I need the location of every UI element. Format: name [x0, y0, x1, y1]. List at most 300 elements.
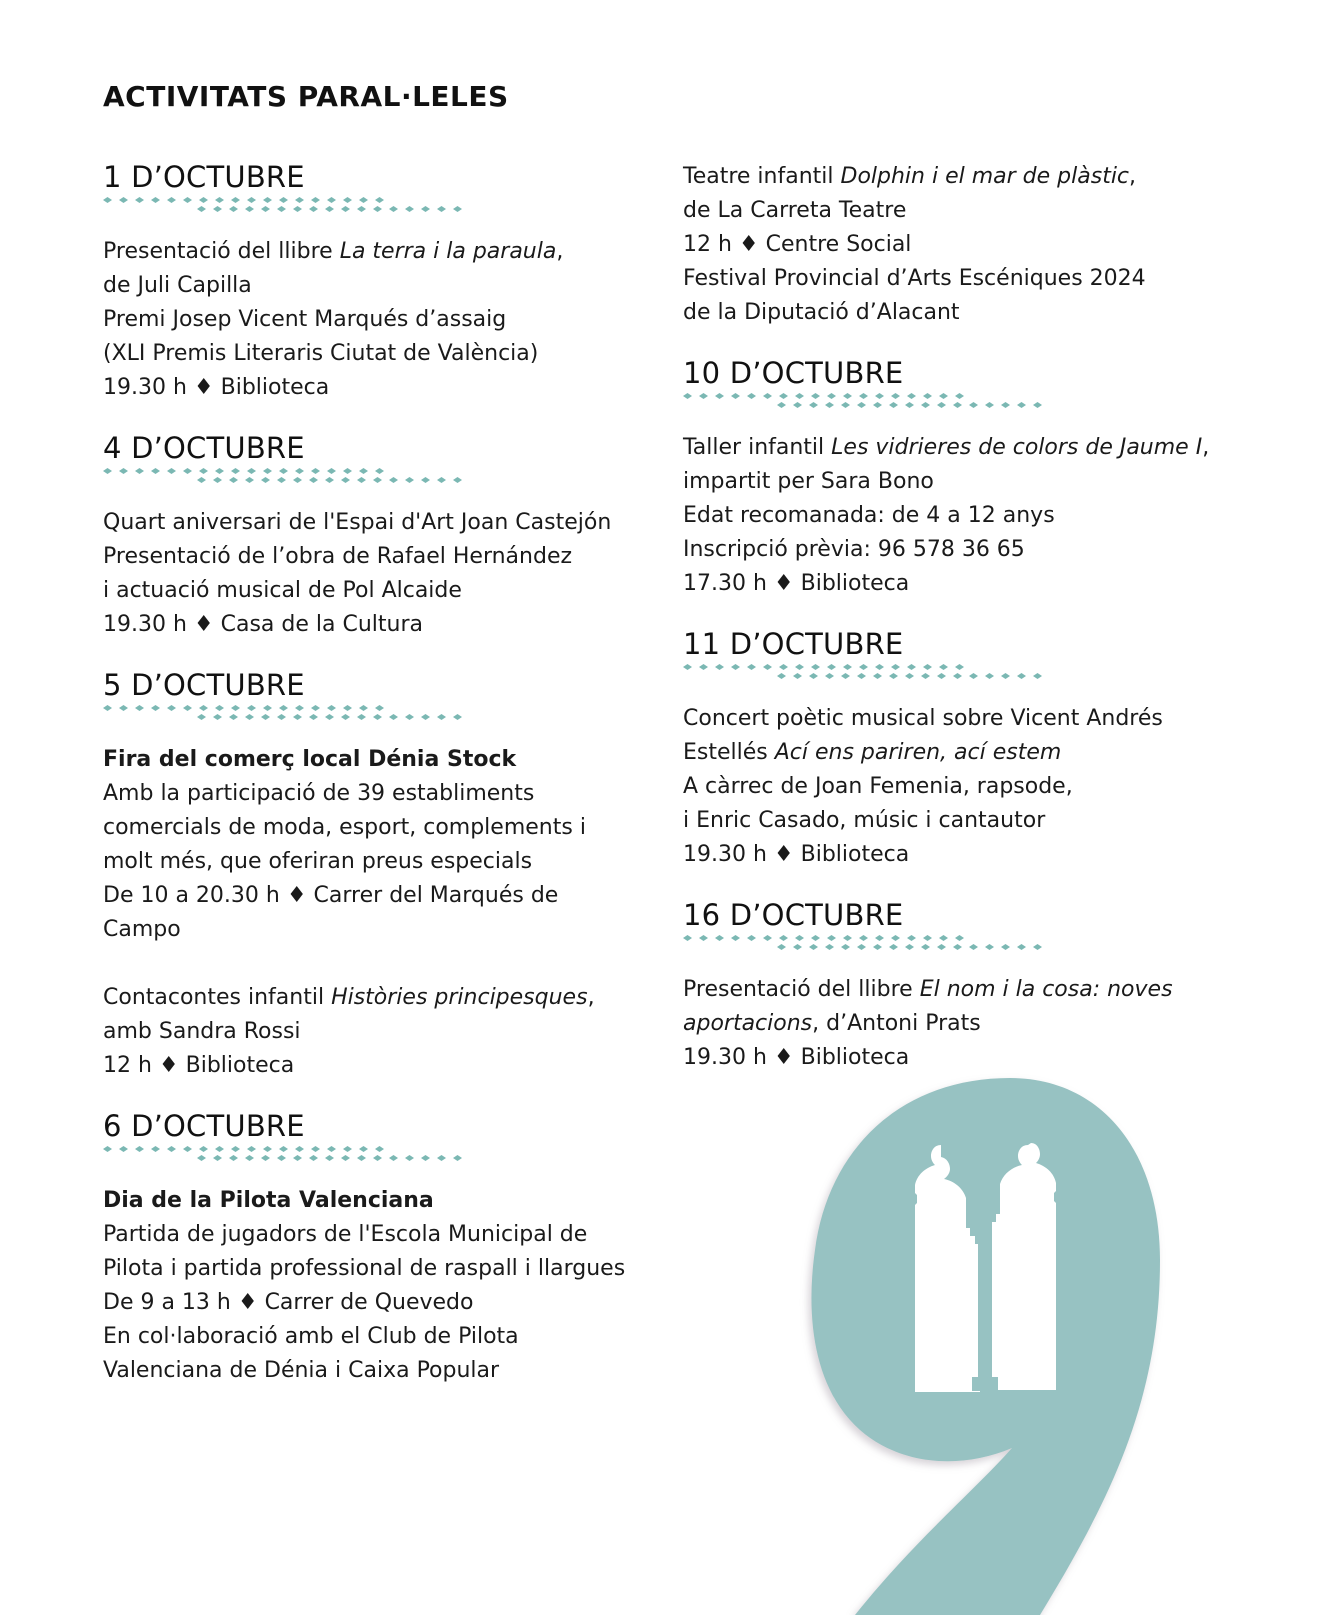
diamond-icon — [247, 468, 256, 474]
diamond-icon — [245, 206, 254, 212]
diamond-divider — [103, 466, 483, 490]
diamond-icon — [373, 477, 382, 483]
diamond-icon — [907, 935, 916, 941]
diamond-icon — [825, 402, 834, 408]
date-heading: 10 D’OCTUBRE — [683, 356, 904, 390]
line-text: 19.30 h ♦ Biblioteca — [103, 375, 330, 400]
diamond-icon — [213, 206, 222, 212]
diamond-icon — [311, 468, 320, 474]
date-section — [103, 1109, 663, 1388]
diamond-icon — [891, 935, 900, 941]
diamond-icon — [777, 944, 786, 950]
diamond-icon — [119, 197, 128, 203]
diamond-icon — [119, 705, 128, 711]
event-item — [683, 973, 1243, 1075]
line-text: Fira del comerç local Dénia Stock — [103, 747, 517, 772]
line-text: Taller infantil — [683, 435, 832, 460]
diamond-icon — [263, 1146, 272, 1152]
diamond-icon — [375, 468, 384, 474]
left-column — [103, 160, 663, 1388]
diamond-icon — [937, 402, 946, 408]
diamond-icon — [955, 393, 964, 399]
line-text: , d’Antoni Prats — [812, 1011, 981, 1036]
line-text: Teatre infantil — [683, 164, 841, 189]
diamond-icon — [843, 935, 852, 941]
diamond-icon — [875, 664, 884, 670]
diamond-icon — [199, 1146, 208, 1152]
diamond-icon — [357, 206, 366, 212]
event-line — [103, 540, 663, 574]
line-text: En col·laboració amb el Club de Pilota — [103, 1324, 519, 1349]
diamond-icon — [341, 714, 350, 720]
diamond-icon — [939, 664, 948, 670]
line-text: 19.30 h ♦ Biblioteca — [683, 1045, 910, 1070]
line-text: 17.30 h ♦ Biblioteca — [683, 571, 910, 596]
event-line — [103, 371, 663, 405]
diamond-icon — [421, 714, 430, 720]
diamond-icon — [809, 944, 818, 950]
line-text: molt més, que oferiran preus especials — [103, 849, 533, 874]
diamond-row — [777, 673, 1042, 679]
diamond-icon — [197, 1155, 206, 1161]
event-item — [683, 160, 1243, 330]
diamond-icon — [309, 714, 318, 720]
diamond-icon — [437, 714, 446, 720]
diamond-icon — [907, 393, 916, 399]
event-line — [683, 431, 1243, 465]
diamond-icon — [437, 206, 446, 212]
diamond-icon — [875, 935, 884, 941]
diamond-icon — [683, 935, 692, 941]
diamond-icon — [875, 393, 884, 399]
diamond-icon — [405, 477, 414, 483]
diamond-icon — [357, 477, 366, 483]
event-line — [683, 736, 1243, 770]
diamond-icon — [263, 705, 272, 711]
diamond-icon — [183, 468, 192, 474]
diamond-icon — [421, 477, 430, 483]
diamond-icon — [119, 1146, 128, 1152]
line-text: de Juli Capilla — [103, 273, 252, 298]
diamond-icon — [811, 393, 820, 399]
diamond-icon — [245, 714, 254, 720]
diamond-icon — [293, 714, 302, 720]
diamond-icon — [231, 1146, 240, 1152]
diamond-icon — [1033, 673, 1042, 679]
line-text: Presentació del llibre — [683, 977, 920, 1002]
diamond-icon — [421, 206, 430, 212]
event-item — [103, 743, 663, 947]
event-line — [683, 533, 1243, 567]
diamond-icon — [939, 393, 948, 399]
diamond-divider — [683, 391, 1063, 415]
event-line — [683, 296, 1243, 330]
diamond-icon — [247, 197, 256, 203]
diamond-divider — [103, 1144, 483, 1168]
line-text: Festival Provincial d’Arts Escéniques 2024 — [683, 266, 1146, 291]
diamond-icon — [811, 664, 820, 670]
diamond-icon — [683, 393, 692, 399]
diamond-icon — [809, 402, 818, 408]
event-line — [103, 845, 663, 879]
diamond-icon — [119, 468, 128, 474]
line-text: de La Carreta Teatre — [683, 198, 907, 223]
diamond-icon — [245, 477, 254, 483]
event-line — [103, 235, 663, 269]
diamond-icon — [405, 714, 414, 720]
diamond-icon — [715, 393, 724, 399]
diamond-row — [103, 197, 384, 203]
event-line — [683, 838, 1243, 872]
diamond-icon — [261, 477, 270, 483]
line-text: Inscripció prèvia: 96 578 36 65 — [683, 537, 1025, 562]
diamond-icon — [389, 477, 398, 483]
line-text: Amb la participació de 39 establiments — [103, 781, 535, 806]
diamond-icon — [779, 935, 788, 941]
diamond-icon — [309, 1155, 318, 1161]
line-text: Partida de jugadors de l'Escola Municipal de — [103, 1222, 588, 1247]
italic-title: El nom i la cosa: noves — [919, 977, 1173, 1002]
date-section — [683, 356, 1243, 601]
event-line — [683, 160, 1243, 194]
diamond-icon — [103, 197, 112, 203]
date-heading: 5 D’OCTUBRE — [103, 668, 305, 702]
line-text: De 10 a 20.30 h ♦ Carrer del Marqués de — [103, 883, 559, 908]
diamond-icon — [375, 197, 384, 203]
line-text: (XLI Premis Literaris Ciutat de València) — [103, 341, 539, 366]
diamond-icon — [199, 468, 208, 474]
line-text: De 9 a 13 h ♦ Carrer de Quevedo — [103, 1290, 474, 1315]
event-line — [683, 1041, 1243, 1075]
line-text: Contacontes infantil — [103, 985, 332, 1010]
diamond-icon — [1017, 944, 1026, 950]
diamond-icon — [199, 197, 208, 203]
diamond-icon — [183, 705, 192, 711]
diamond-icon — [453, 206, 462, 212]
diamond-icon — [859, 393, 868, 399]
italic-title: Les vidrieres de colors de Jaume I — [831, 435, 1203, 460]
diamond-icon — [311, 1146, 320, 1152]
event-line — [103, 1049, 663, 1083]
diamond-icon — [731, 664, 740, 670]
diamond-divider — [103, 195, 483, 219]
diamond-icon — [261, 1155, 270, 1161]
date-section — [683, 160, 1243, 330]
diamond-icon — [1033, 944, 1042, 950]
diamond-icon — [1033, 402, 1042, 408]
line-text: i actuació musical de Pol Alcaide — [103, 578, 462, 603]
diamond-icon — [969, 402, 978, 408]
diamond-icon — [215, 1146, 224, 1152]
line-text: de la Diputació d’Alacant — [683, 300, 960, 325]
date-heading: 16 D’OCTUBRE — [683, 898, 904, 932]
diamond-row — [197, 206, 462, 212]
event-item — [683, 702, 1243, 872]
event-item — [103, 506, 663, 642]
diamond-icon — [1001, 402, 1010, 408]
diamond-icon — [827, 393, 836, 399]
date-heading: 4 D’OCTUBRE — [103, 431, 305, 465]
diamond-icon — [731, 935, 740, 941]
diamond-icon — [953, 944, 962, 950]
diamond-divider — [683, 933, 1063, 957]
diamond-icon — [215, 468, 224, 474]
date-heading: 6 D’OCTUBRE — [103, 1109, 305, 1143]
event-line — [103, 303, 663, 337]
line-text: Edat recomanada: de 4 a 12 anys — [683, 503, 1055, 528]
diamond-icon — [921, 673, 930, 679]
diamond-icon — [955, 664, 964, 670]
event-line — [103, 1015, 663, 1049]
line-text: , — [556, 239, 564, 264]
diamond-icon — [293, 206, 302, 212]
diamond-icon — [731, 393, 740, 399]
event-line — [103, 574, 663, 608]
diamond-row — [103, 705, 384, 711]
event-line — [103, 1354, 663, 1388]
diamond-icon — [873, 944, 882, 950]
event-line — [683, 228, 1243, 262]
line-text: Dia de la Pilota Valenciana — [103, 1188, 434, 1213]
diamond-icon — [325, 206, 334, 212]
diamond-icon — [859, 935, 868, 941]
diamond-icon — [795, 393, 804, 399]
diamond-icon — [939, 935, 948, 941]
diamond-icon — [923, 935, 932, 941]
diamond-icon — [229, 477, 238, 483]
diamond-icon — [167, 468, 176, 474]
diamond-row — [777, 402, 1042, 408]
diamond-icon — [763, 393, 772, 399]
event-line — [103, 337, 663, 371]
event-line — [683, 1007, 1243, 1041]
diamond-icon — [375, 1146, 384, 1152]
diamond-icon — [389, 206, 398, 212]
diamond-icon — [811, 935, 820, 941]
date-section — [103, 160, 663, 405]
diamond-icon — [969, 944, 978, 950]
diamond-icon — [747, 393, 756, 399]
italic-title: aportacions — [683, 1011, 813, 1036]
event-line — [103, 777, 663, 811]
line-text: impartit per Sara Bono — [683, 469, 934, 494]
event-line — [103, 269, 663, 303]
line-text: Quart aniversari de l'Espai d'Art Joan Castejón — [103, 510, 612, 535]
event-line — [683, 702, 1243, 736]
date-section — [103, 431, 663, 642]
italic-title: La terra i la paraula — [339, 239, 557, 264]
diamond-icon — [309, 206, 318, 212]
diamond-icon — [889, 944, 898, 950]
diamond-icon — [373, 206, 382, 212]
diamond-icon — [985, 673, 994, 679]
diamond-row — [683, 935, 964, 941]
diamond-icon — [359, 197, 368, 203]
diamond-icon — [859, 664, 868, 670]
diamond-icon — [889, 402, 898, 408]
event-line — [103, 1184, 663, 1218]
diamond-icon — [857, 402, 866, 408]
event-line — [683, 973, 1243, 1007]
diamond-icon — [923, 393, 932, 399]
diamond-icon — [213, 1155, 222, 1161]
diamond-icon — [311, 705, 320, 711]
diamond-icon — [167, 705, 176, 711]
line-text: Presentació del llibre — [103, 239, 340, 264]
diamond-row — [777, 944, 1042, 950]
event-line — [103, 506, 663, 540]
diamond-icon — [357, 1155, 366, 1161]
event-item — [103, 235, 663, 405]
italic-title: Ací ens pariren, ací estem — [774, 740, 1062, 765]
diamond-icon — [1001, 944, 1010, 950]
diamond-icon — [699, 393, 708, 399]
diamond-icon — [923, 664, 932, 670]
diamond-icon — [841, 944, 850, 950]
diamond-icon — [359, 1146, 368, 1152]
diamond-icon — [873, 673, 882, 679]
diamond-icon — [777, 402, 786, 408]
diamond-icon — [389, 714, 398, 720]
diamond-row — [103, 1146, 384, 1152]
diamond-icon — [843, 393, 852, 399]
diamond-icon — [715, 664, 724, 670]
event-line — [683, 804, 1243, 838]
line-text: , — [1202, 435, 1210, 460]
diamond-icon — [793, 944, 802, 950]
diamond-icon — [907, 664, 916, 670]
diamond-icon — [263, 197, 272, 203]
diamond-icon — [279, 1146, 288, 1152]
diamond-icon — [277, 206, 286, 212]
event-line — [103, 1218, 663, 1252]
diamond-icon — [325, 1155, 334, 1161]
diamond-icon — [793, 402, 802, 408]
line-text: i Enric Casado, músic i cantautor — [683, 808, 1046, 833]
diamond-icon — [891, 664, 900, 670]
diamond-icon — [683, 664, 692, 670]
diamond-icon — [151, 705, 160, 711]
diamond-icon — [279, 468, 288, 474]
event-line — [103, 1286, 663, 1320]
diamond-icon — [151, 468, 160, 474]
diamond-icon — [359, 705, 368, 711]
diamond-icon — [231, 197, 240, 203]
diamond-icon — [327, 468, 336, 474]
diamond-icon — [151, 1146, 160, 1152]
diamond-icon — [213, 714, 222, 720]
diamond-icon — [325, 714, 334, 720]
diamond-icon — [343, 197, 352, 203]
diamond-icon — [197, 477, 206, 483]
event-item — [103, 981, 663, 1083]
date-section — [683, 898, 1243, 1075]
diamond-icon — [889, 673, 898, 679]
diamond-icon — [405, 206, 414, 212]
line-text: , — [1129, 164, 1137, 189]
event-line — [103, 913, 663, 947]
diamond-icon — [873, 402, 882, 408]
diamond-icon — [229, 714, 238, 720]
event-line — [683, 194, 1243, 228]
line-text: 12 h ♦ Centre Social — [683, 232, 912, 257]
diamond-icon — [779, 393, 788, 399]
diamond-icon — [261, 714, 270, 720]
line-text: Campo — [103, 917, 181, 942]
diamond-icon — [183, 1146, 192, 1152]
diamond-icon — [953, 673, 962, 679]
diamond-icon — [343, 1146, 352, 1152]
diamond-icon — [357, 714, 366, 720]
diamond-row — [197, 1155, 462, 1161]
diamond-icon — [295, 197, 304, 203]
diamond-icon — [779, 664, 788, 670]
diamond-icon — [843, 664, 852, 670]
diamond-icon — [969, 673, 978, 679]
diamond-icon — [1017, 673, 1026, 679]
diamond-icon — [197, 206, 206, 212]
diamond-icon — [437, 477, 446, 483]
diamond-icon — [341, 477, 350, 483]
event-line — [103, 879, 663, 913]
diamond-icon — [135, 197, 144, 203]
diamond-icon — [747, 935, 756, 941]
diamond-icon — [453, 477, 462, 483]
diamond-icon — [277, 714, 286, 720]
diamond-icon — [921, 944, 930, 950]
diamond-icon — [841, 673, 850, 679]
diamond-icon — [341, 1155, 350, 1161]
diamond-icon — [295, 468, 304, 474]
diamond-icon — [103, 468, 112, 474]
diamond-icon — [809, 673, 818, 679]
diamond-icon — [453, 714, 462, 720]
event-line — [103, 1320, 663, 1354]
diamond-icon — [905, 402, 914, 408]
diamond-icon — [295, 705, 304, 711]
line-text: Concert poètic musical sobre Vicent Andrés — [683, 706, 1163, 731]
page-title: ACTIVITATS PARAL·LELES — [103, 80, 509, 113]
diamond-icon — [293, 477, 302, 483]
diamond-icon — [263, 468, 272, 474]
line-text: A càrrec de Joan Femenia, rapsode, — [683, 774, 1073, 799]
diamond-icon — [375, 705, 384, 711]
diamond-icon — [277, 477, 286, 483]
diamond-icon — [1017, 402, 1026, 408]
diamond-icon — [953, 402, 962, 408]
diamond-icon — [215, 705, 224, 711]
event-item — [103, 1184, 663, 1388]
diamond-icon — [199, 705, 208, 711]
diamond-icon — [857, 673, 866, 679]
diamond-icon — [921, 402, 930, 408]
diamond-icon — [215, 197, 224, 203]
diamond-icon — [937, 944, 946, 950]
diamond-icon — [905, 673, 914, 679]
line-text: Premi Josep Vicent Marqués d’assaig — [103, 307, 507, 332]
diamond-icon — [279, 705, 288, 711]
diamond-row — [197, 714, 462, 720]
diamond-icon — [247, 705, 256, 711]
event-line — [103, 743, 663, 777]
diamond-icon — [183, 197, 192, 203]
diamond-icon — [825, 944, 834, 950]
diamond-icon — [167, 1146, 176, 1152]
diamond-icon — [763, 664, 772, 670]
diamond-icon — [343, 705, 352, 711]
diamond-icon — [795, 935, 804, 941]
event-line — [683, 262, 1243, 296]
